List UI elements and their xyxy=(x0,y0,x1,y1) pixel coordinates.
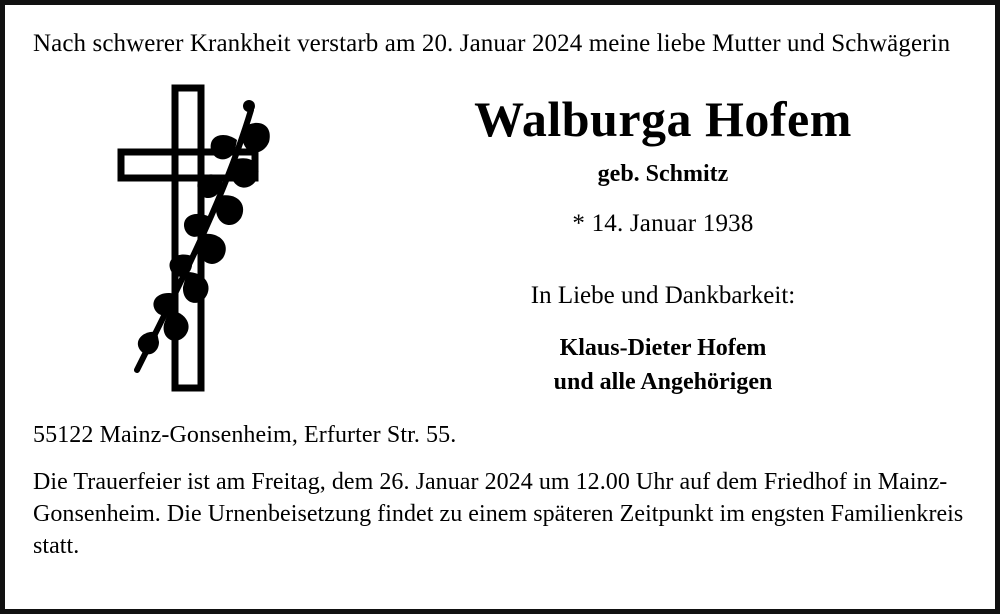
family-secondary: und alle Angehörigen xyxy=(553,369,773,396)
deceased-details xyxy=(363,64,963,399)
birth-date: * 14. Januar 1938 xyxy=(572,210,754,237)
deceased-name: Walburga Hofem xyxy=(474,91,852,147)
intro-text: Nach schwerer Krankheit verstarb am 20. Januar 2024 meine liebe Mutter und Schwägerin xyxy=(33,30,951,57)
notice-middle-section xyxy=(33,64,967,416)
address-line: 55122 Mainz-Gonsenheim, Erfurter Str. 55. xyxy=(33,422,457,448)
family-primary: Klaus-Dieter Hofem xyxy=(559,335,767,361)
cross-with-olive-branch-icon xyxy=(113,80,283,400)
dedication-text: In Liebe und Dankbarkeit: xyxy=(530,282,796,309)
ceremony-details: Die Trauerfeier ist am Freitag, dem 26. Januar 2024 um 12.00 Uhr auf dem Friedhof in Mainz-Gonsenheim. Die Urnenbeisetzung findet zu einem späteren Zeitpunkt im engsten Familienkreis statt. xyxy=(33,469,964,559)
maiden-name: geb. Schmitz xyxy=(597,161,729,187)
